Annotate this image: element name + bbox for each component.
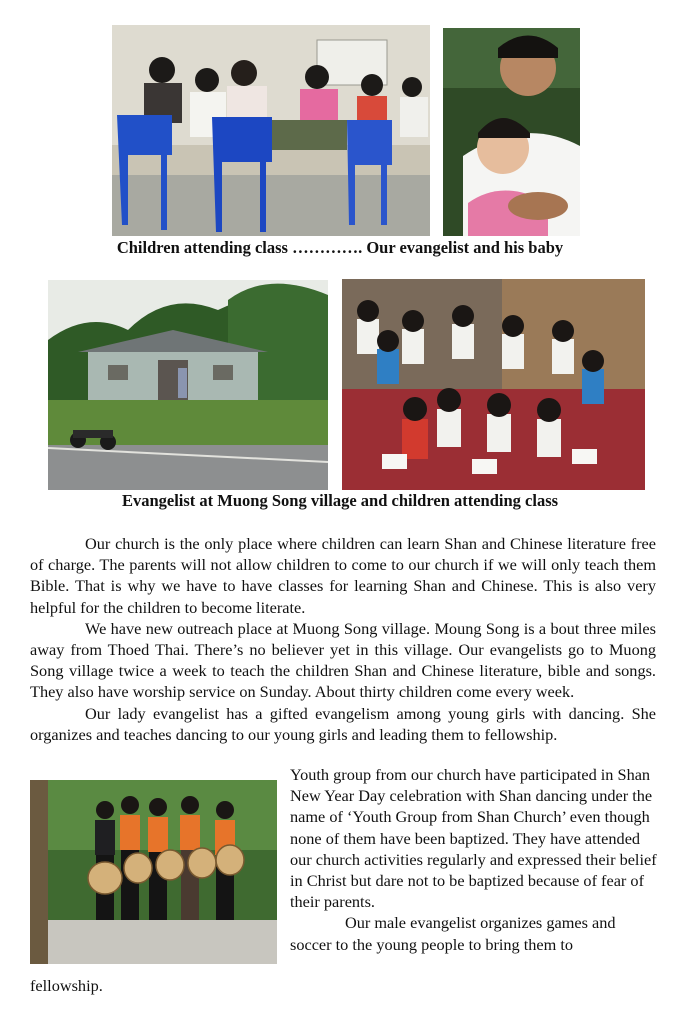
middle-photo-caption: Evangelist at Muong Song village and children attending class xyxy=(121,491,559,510)
paragraph-outreach: We have new outreach place at Muong Song village. Moung Song is a bout three miles away from Thoed Thai. There’s no believer yet in this village. Our evangelists go to Muong Song village twice a week to teach the children Shan and Chinese literature, bible and songs. They also have worship service on Sunday. About thirty children come every week. xyxy=(30,618,656,702)
paragraph-literature: Our church is the only place where children can learn Shan and Chinese literature free of charge. The parents will not allow children to come to our church if we will only teach them Bible. That is why we have to have classes for learning Shan and Chinese. This is also very helpful for the children to become literate. xyxy=(30,534,656,617)
dancers-photo xyxy=(30,780,277,964)
wrapped-text xyxy=(290,764,658,955)
paragraph-youth-group: Youth group from our church have participated in Shan New Year Day celebration with Shan dancing under the name of ‘Youth Group from Shan Church’ even though none of them have been baptized. They have attended our church activities regularly and expressed their belief in Christ but dare not to be baptized because of fear of their parents. xyxy=(290,765,657,912)
children-class-photo xyxy=(342,279,645,490)
classroom-photo xyxy=(112,25,430,236)
article-body xyxy=(30,533,656,745)
evangelist-baby-photo xyxy=(443,28,580,236)
paragraph-lady-evangelist: Our lady evangelist has a gifted evangelism among young girls with dancing. She organizes and teaches dancing to our young girls and leading them to fellowship. xyxy=(30,703,656,744)
top-photo-caption: Children attending class …………. Our evangelist and his baby xyxy=(116,238,564,257)
paragraph-male-evangelist: Our male evangelist organizes games and soccer to the young people to bring them to xyxy=(290,913,616,954)
village-photo xyxy=(48,280,328,490)
paragraph-male-evangelist-tail: fellowship. xyxy=(30,976,103,995)
